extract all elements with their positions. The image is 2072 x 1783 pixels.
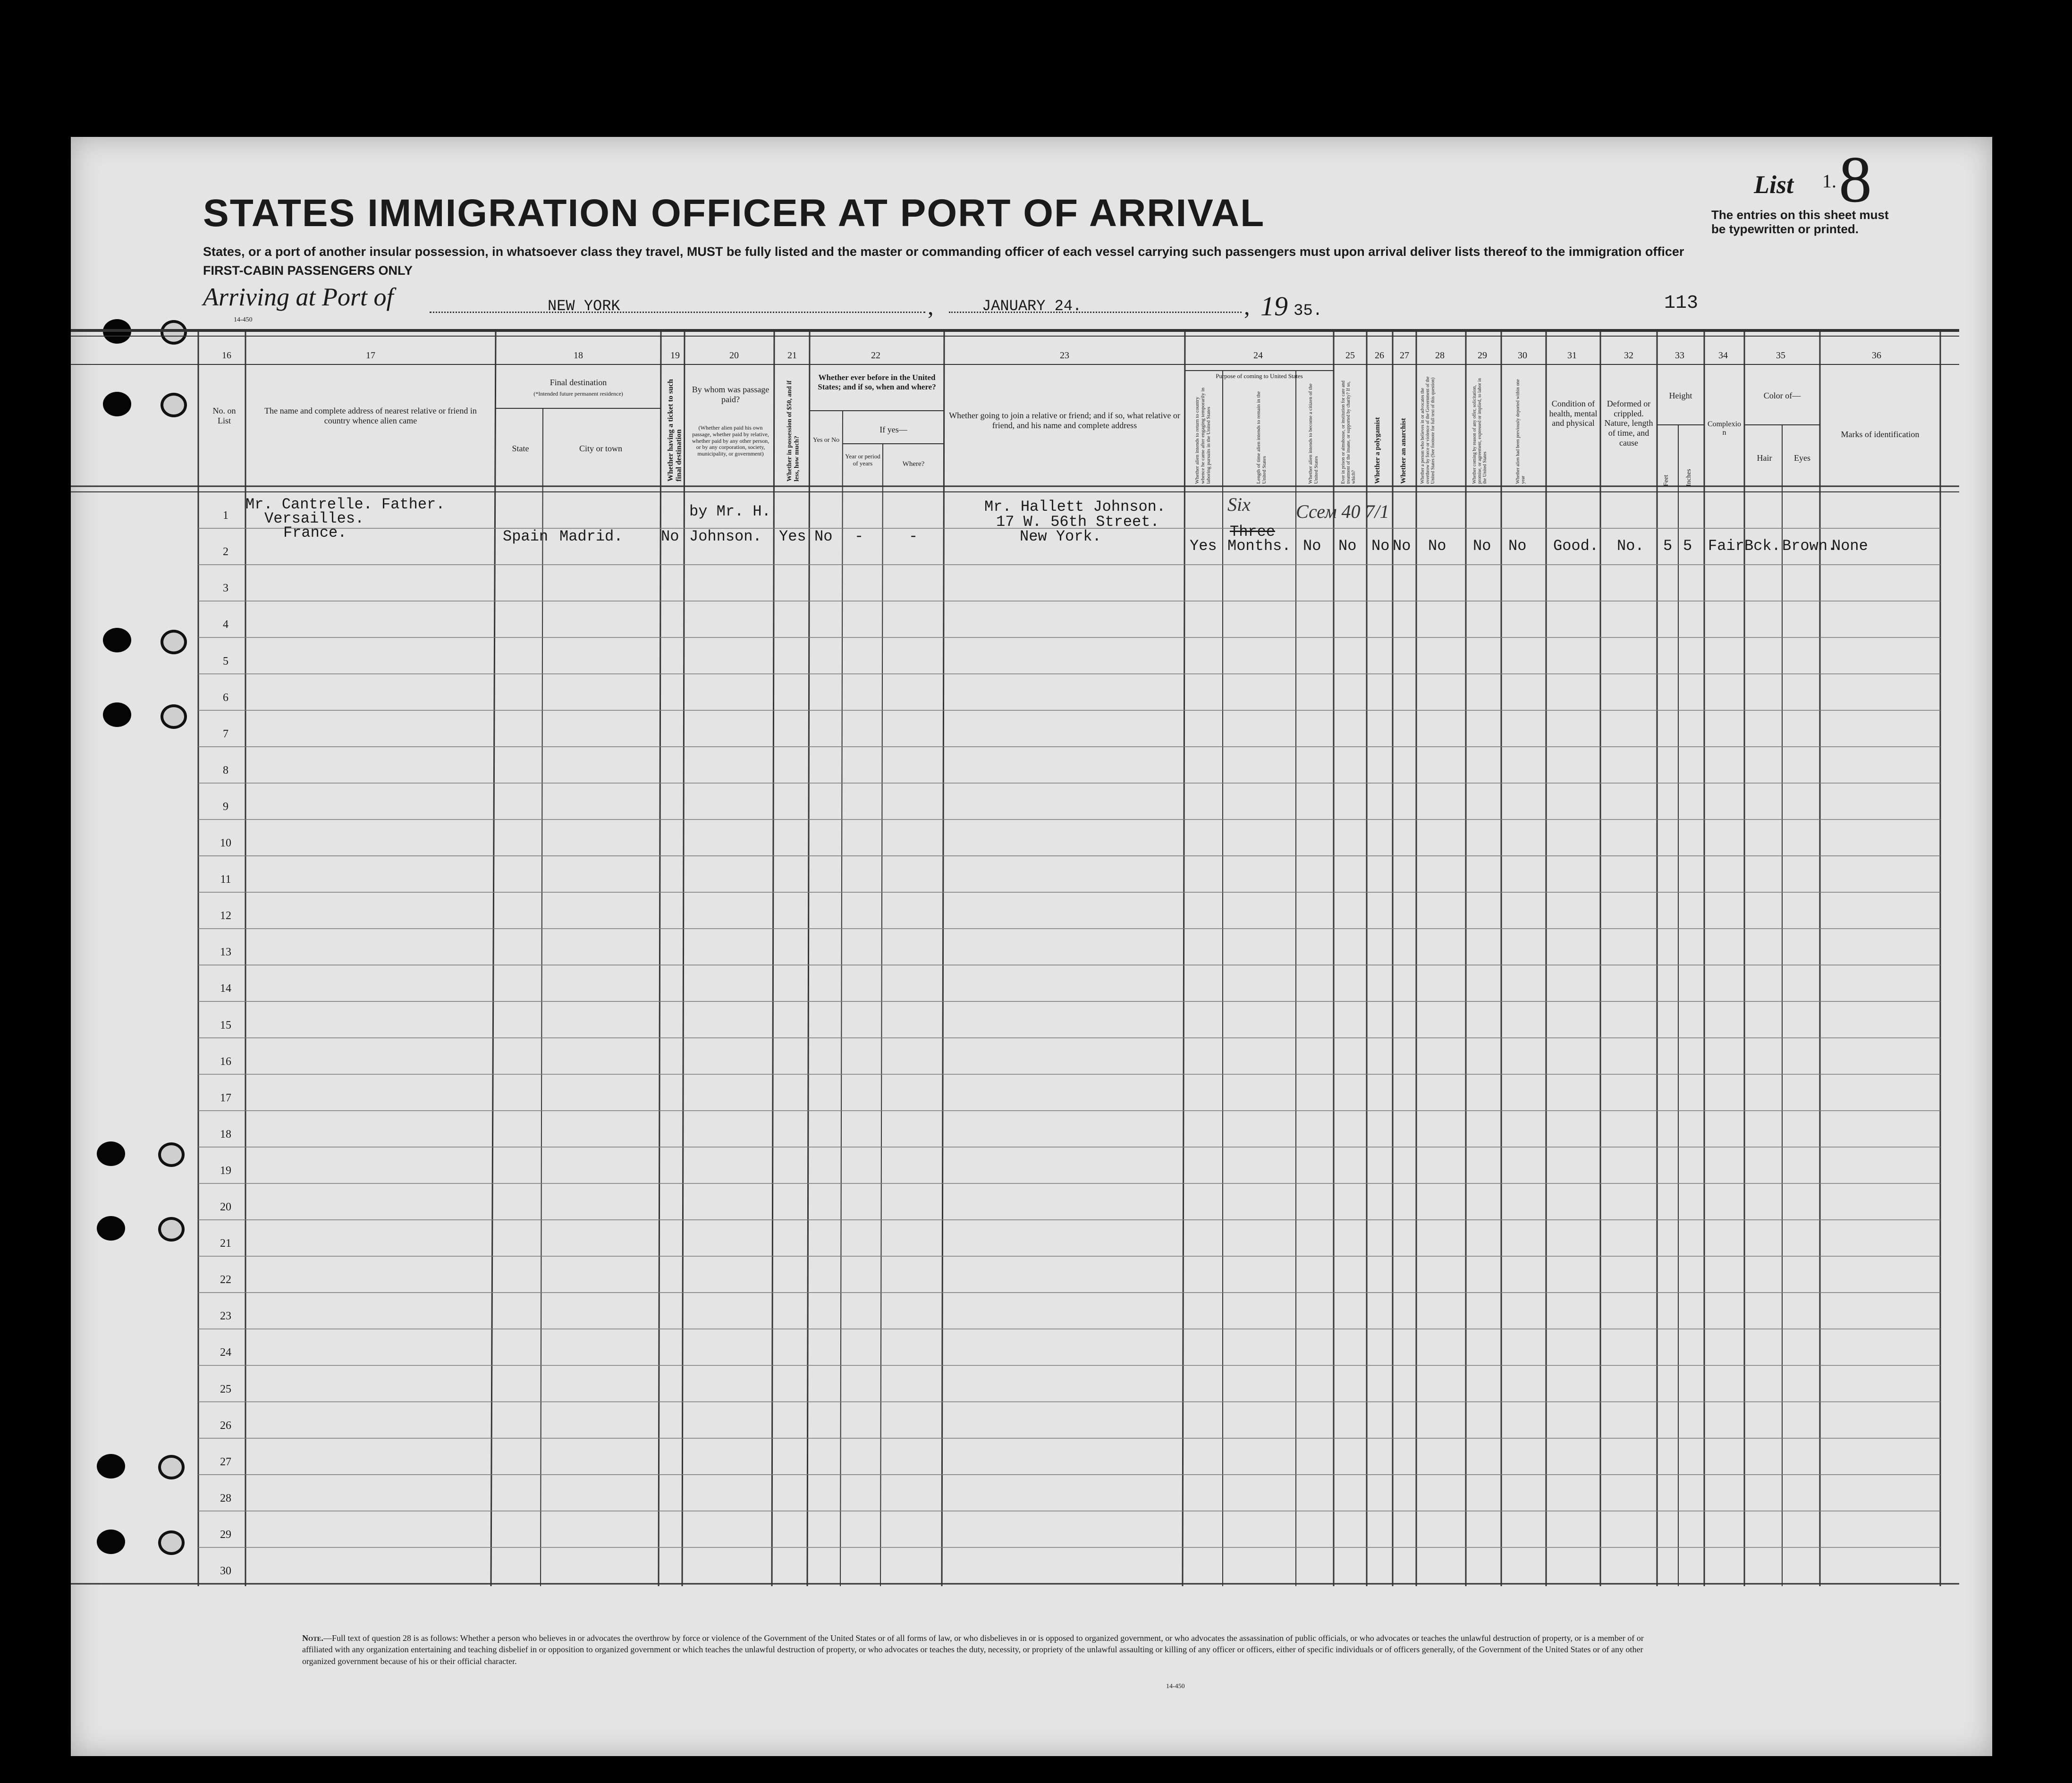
row-number: 11	[220, 873, 231, 886]
header-if-yes: If yes—	[880, 425, 907, 434]
header-length-of-stay: Length of time alien intends to remain in the United States	[1256, 391, 1268, 484]
row-number: 2	[223, 546, 228, 558]
row-number: 4	[223, 618, 228, 631]
row-number: 12	[220, 910, 231, 922]
header-before-in-us: Whether ever before in the United States; and if so, when and where?	[818, 373, 936, 391]
header-inches: Inches	[1685, 469, 1692, 486]
header-deported: Whether alien had been previously deported within one year	[1515, 379, 1526, 484]
entry-city: Madrid.	[559, 528, 623, 545]
header-city: City or town	[579, 444, 622, 453]
header-overthrow: Whether a person who believes in or advocates the overthrow by force or violence of the Government of the United States (See footnote for full text of this question)	[1420, 376, 1436, 484]
row-number: 23	[220, 1310, 231, 1323]
column-number: 24	[1253, 350, 1263, 361]
column-number: 25	[1345, 350, 1355, 361]
entry-state: Spain	[503, 528, 549, 545]
entry-polygamist: No	[1371, 537, 1390, 555]
header-complexion: Complexion	[1707, 420, 1742, 437]
row-number: 29	[220, 1528, 231, 1541]
row-number: 27	[220, 1455, 231, 1468]
header-ticket: Whether having a ticket to such final destination	[667, 379, 683, 482]
column-number: 29	[1478, 350, 1487, 361]
entry-eyes: Brown.	[1782, 537, 1837, 555]
entry-paid-by-name: Johnson.	[689, 528, 762, 545]
entry-relative-city: Versailles.	[264, 510, 364, 527]
entry-ticket: No	[661, 528, 679, 545]
row-number: 5	[223, 655, 228, 668]
header-citizen: Whether alien intends to become a citizen of the United States	[1308, 383, 1319, 484]
column-number: 16	[222, 350, 231, 361]
entry-labor: No	[1473, 537, 1491, 555]
entry-join-street: 17 W. 56th Street.	[996, 513, 1159, 531]
column-number: 17	[366, 350, 375, 361]
entry-hair: Bck.	[1744, 537, 1781, 555]
column-number: 35	[1776, 350, 1785, 361]
column-number: 36	[1872, 350, 1881, 361]
row-number: 17	[220, 1091, 231, 1104]
list-label: List	[1754, 170, 1794, 199]
header-nearest-relative: The name and complete address of nearest relative or friend in country whence alien came	[264, 406, 477, 425]
header-year: Year or period of years	[845, 453, 880, 467]
row-number: 7	[223, 727, 228, 740]
header-labor-offer: Whether coming by reason of any offer, solicitation, promise, or agreement, expressed or implied, to labor in the United States	[1472, 378, 1488, 484]
entry-relative-country: France.	[283, 524, 347, 541]
list-number-handwritten: 8	[1839, 143, 1872, 216]
row-number: 15	[220, 1019, 231, 1031]
column-number: 21	[787, 350, 797, 361]
column-number: 30	[1518, 350, 1527, 361]
row-number: 20	[220, 1201, 231, 1213]
entry-relative-name: Mr. Cantrelle. Father.	[245, 496, 445, 513]
entry-before-us: No	[814, 528, 833, 545]
header-passage-paid: By whom was passage paid?	[692, 385, 770, 404]
entry-year: -	[854, 528, 864, 545]
header-prison: Ever in prison or almshouse, or institution for care and treatment of the insane, or supported by charity? If so, which?	[1341, 380, 1356, 484]
header-eyes: Eyes	[1794, 453, 1810, 463]
entry-feet: 5	[1663, 537, 1673, 555]
column-number: 31	[1567, 350, 1577, 361]
entry-join-city: New York.	[1020, 528, 1101, 545]
header-height: Height	[1669, 391, 1692, 400]
page-title: STATES IMMIGRATION OFFICER AT PORT OF ARRIVAL	[203, 192, 1265, 235]
year-suffix: 35.	[1294, 302, 1323, 320]
header-health: Condition of health, mental and physical	[1549, 399, 1598, 428]
header-feet: Feet	[1663, 474, 1670, 486]
column-number: 33	[1675, 350, 1684, 361]
footnote-label: Note.	[302, 1633, 323, 1643]
year-prefix: 19	[1260, 291, 1288, 321]
port-value: NEW YORK	[548, 297, 620, 315]
date-value: JANUARY 24.	[982, 297, 1082, 315]
row-number: 13	[220, 946, 231, 959]
row-number: 21	[220, 1237, 231, 1250]
entry-deformed: No.	[1617, 537, 1644, 555]
row-number: 10	[220, 837, 231, 849]
entry-money: Yes	[779, 528, 806, 545]
form-number: 14-450	[1166, 1683, 1185, 1690]
column-number: 20	[729, 350, 739, 361]
entry-length-handwritten: Six	[1227, 494, 1251, 515]
entry-overthrow: No	[1428, 537, 1446, 555]
row-number: 9	[223, 800, 228, 813]
entry-length: Months.	[1227, 537, 1291, 555]
entry-return: Yes	[1190, 537, 1217, 555]
column-number: 19	[670, 350, 680, 361]
entry-where: -	[909, 528, 918, 545]
row-number: 25	[220, 1383, 231, 1395]
row-number: 18	[220, 1128, 231, 1141]
header-return: Whether alien intends to return to country whence he came after engaging temporarily in laboring pursuits in the United States	[1194, 387, 1212, 484]
column-number: 18	[574, 350, 583, 361]
column-number: 34	[1718, 350, 1728, 361]
row-number: 8	[223, 764, 228, 777]
header-marks: Marks of identification	[1841, 430, 1920, 439]
row-number: 19	[220, 1164, 231, 1177]
header-hair: Hair	[1757, 453, 1772, 463]
entry-citizen: No	[1303, 537, 1321, 555]
entry-prison: No	[1338, 537, 1357, 555]
instruction-text: States, or a port of another insular possession, in whatsoever class they travel, MUST be fully listed and the master or commanding officer of each vessel carrying such passengers must upon arrival deliver lists thereof to the immigration officer	[203, 245, 1684, 259]
row-number: 14	[220, 982, 231, 995]
comma: ,	[928, 293, 934, 320]
column-number: 32	[1624, 350, 1633, 361]
typewritten-note: be typewritten or printed.	[1711, 222, 1859, 236]
entry-marks: None	[1832, 537, 1868, 555]
header-purpose: Purpose of coming to United States	[1216, 372, 1303, 380]
header-final-destination: Final destination	[550, 378, 607, 387]
row-number: 16	[220, 1055, 231, 1068]
row-number: 6	[223, 691, 228, 704]
header-polygamist: Whether a polygamist	[1374, 417, 1381, 484]
header-color: Color of—	[1763, 391, 1801, 400]
row-number: 28	[220, 1492, 231, 1504]
passenger-class: FIRST-CABIN PASSENGERS ONLY	[203, 263, 413, 278]
footnote-text: —Full text of question 28 is as follows: Whether a person who believes in or advocates the overthrow by force or violence of the Government of the United States or of all forms of law, or who disbelieves in or is opposed to organized government, or who advocates the assassination of public officials, or who advocates or teaches the unlawful destruction of property, or is a member of or affiliated with any organization entertaining and teaching disbelief in or opposition to organized government or which teaches the unlawful destruction of property, or who advocates or teaches the duty, necessity, or propriety of the unlawful assaulting or killing of any officer or officers, either of specific individuals or of officers generally, of the Government of the United States or of any other organized government because of his or their official character.	[302, 1633, 1644, 1666]
header-where: Where?	[902, 460, 925, 468]
entry-health: Good.	[1553, 537, 1599, 555]
header-join-relative: Whether going to join a relative or friend; and if so, what relative or friend, and his name and complete address	[949, 411, 1180, 430]
entry-handwritten-note: Ссем 40 7/1	[1296, 501, 1389, 522]
list-number: 1.	[1822, 170, 1836, 192]
header-state: State	[512, 444, 529, 453]
entry-deported: No	[1508, 537, 1527, 555]
comma: ,	[1244, 293, 1250, 320]
column-number: 26	[1375, 350, 1384, 361]
entry-inches: 5	[1683, 537, 1692, 555]
typewritten-note: The entries on this sheet must	[1711, 208, 1889, 222]
column-number: 28	[1435, 350, 1445, 361]
header-fifty-dollars: Whether in possession of $50, and if less, how much?	[786, 380, 801, 482]
footnote	[302, 1632, 1671, 1667]
entry-paid-by: by Mr. H.	[689, 503, 771, 520]
column-number: 23	[1060, 350, 1069, 361]
header-yes-no: Yes or No	[812, 437, 840, 444]
row-number: 22	[220, 1274, 231, 1286]
row-number: 24	[220, 1346, 231, 1359]
column-number: 22	[871, 350, 880, 361]
entry-length-struck: Three	[1230, 523, 1276, 541]
port-label: Arriving at Port of	[203, 283, 394, 311]
header-passage-paid-note: (Whether alien paid his own passage, whether paid by relative, whether paid by any other person, or by any corporation, society, municipality, or government)	[692, 424, 770, 457]
column-number: 27	[1400, 350, 1409, 361]
row-number: 26	[220, 1419, 231, 1432]
row-number: 30	[220, 1565, 231, 1577]
entry-anarchist: No	[1393, 537, 1411, 555]
row-number: 3	[223, 582, 228, 595]
header-no-on-list: No. on List	[212, 406, 236, 425]
entry-complexion: Fair	[1708, 537, 1744, 555]
header-final-destination-note: (*Intended future permanent residence)	[533, 390, 623, 397]
entry-join-name: Mr. Hallett Johnson.	[984, 498, 1166, 515]
form-number: 14-450	[234, 316, 253, 323]
row-number: 1	[223, 509, 228, 522]
header-deformed: Deformed or crippled. Nature, length of time, and cause	[1604, 399, 1653, 448]
header-anarchist: Whether an anarchist	[1400, 418, 1407, 484]
page-number: 113	[1664, 293, 1699, 314]
